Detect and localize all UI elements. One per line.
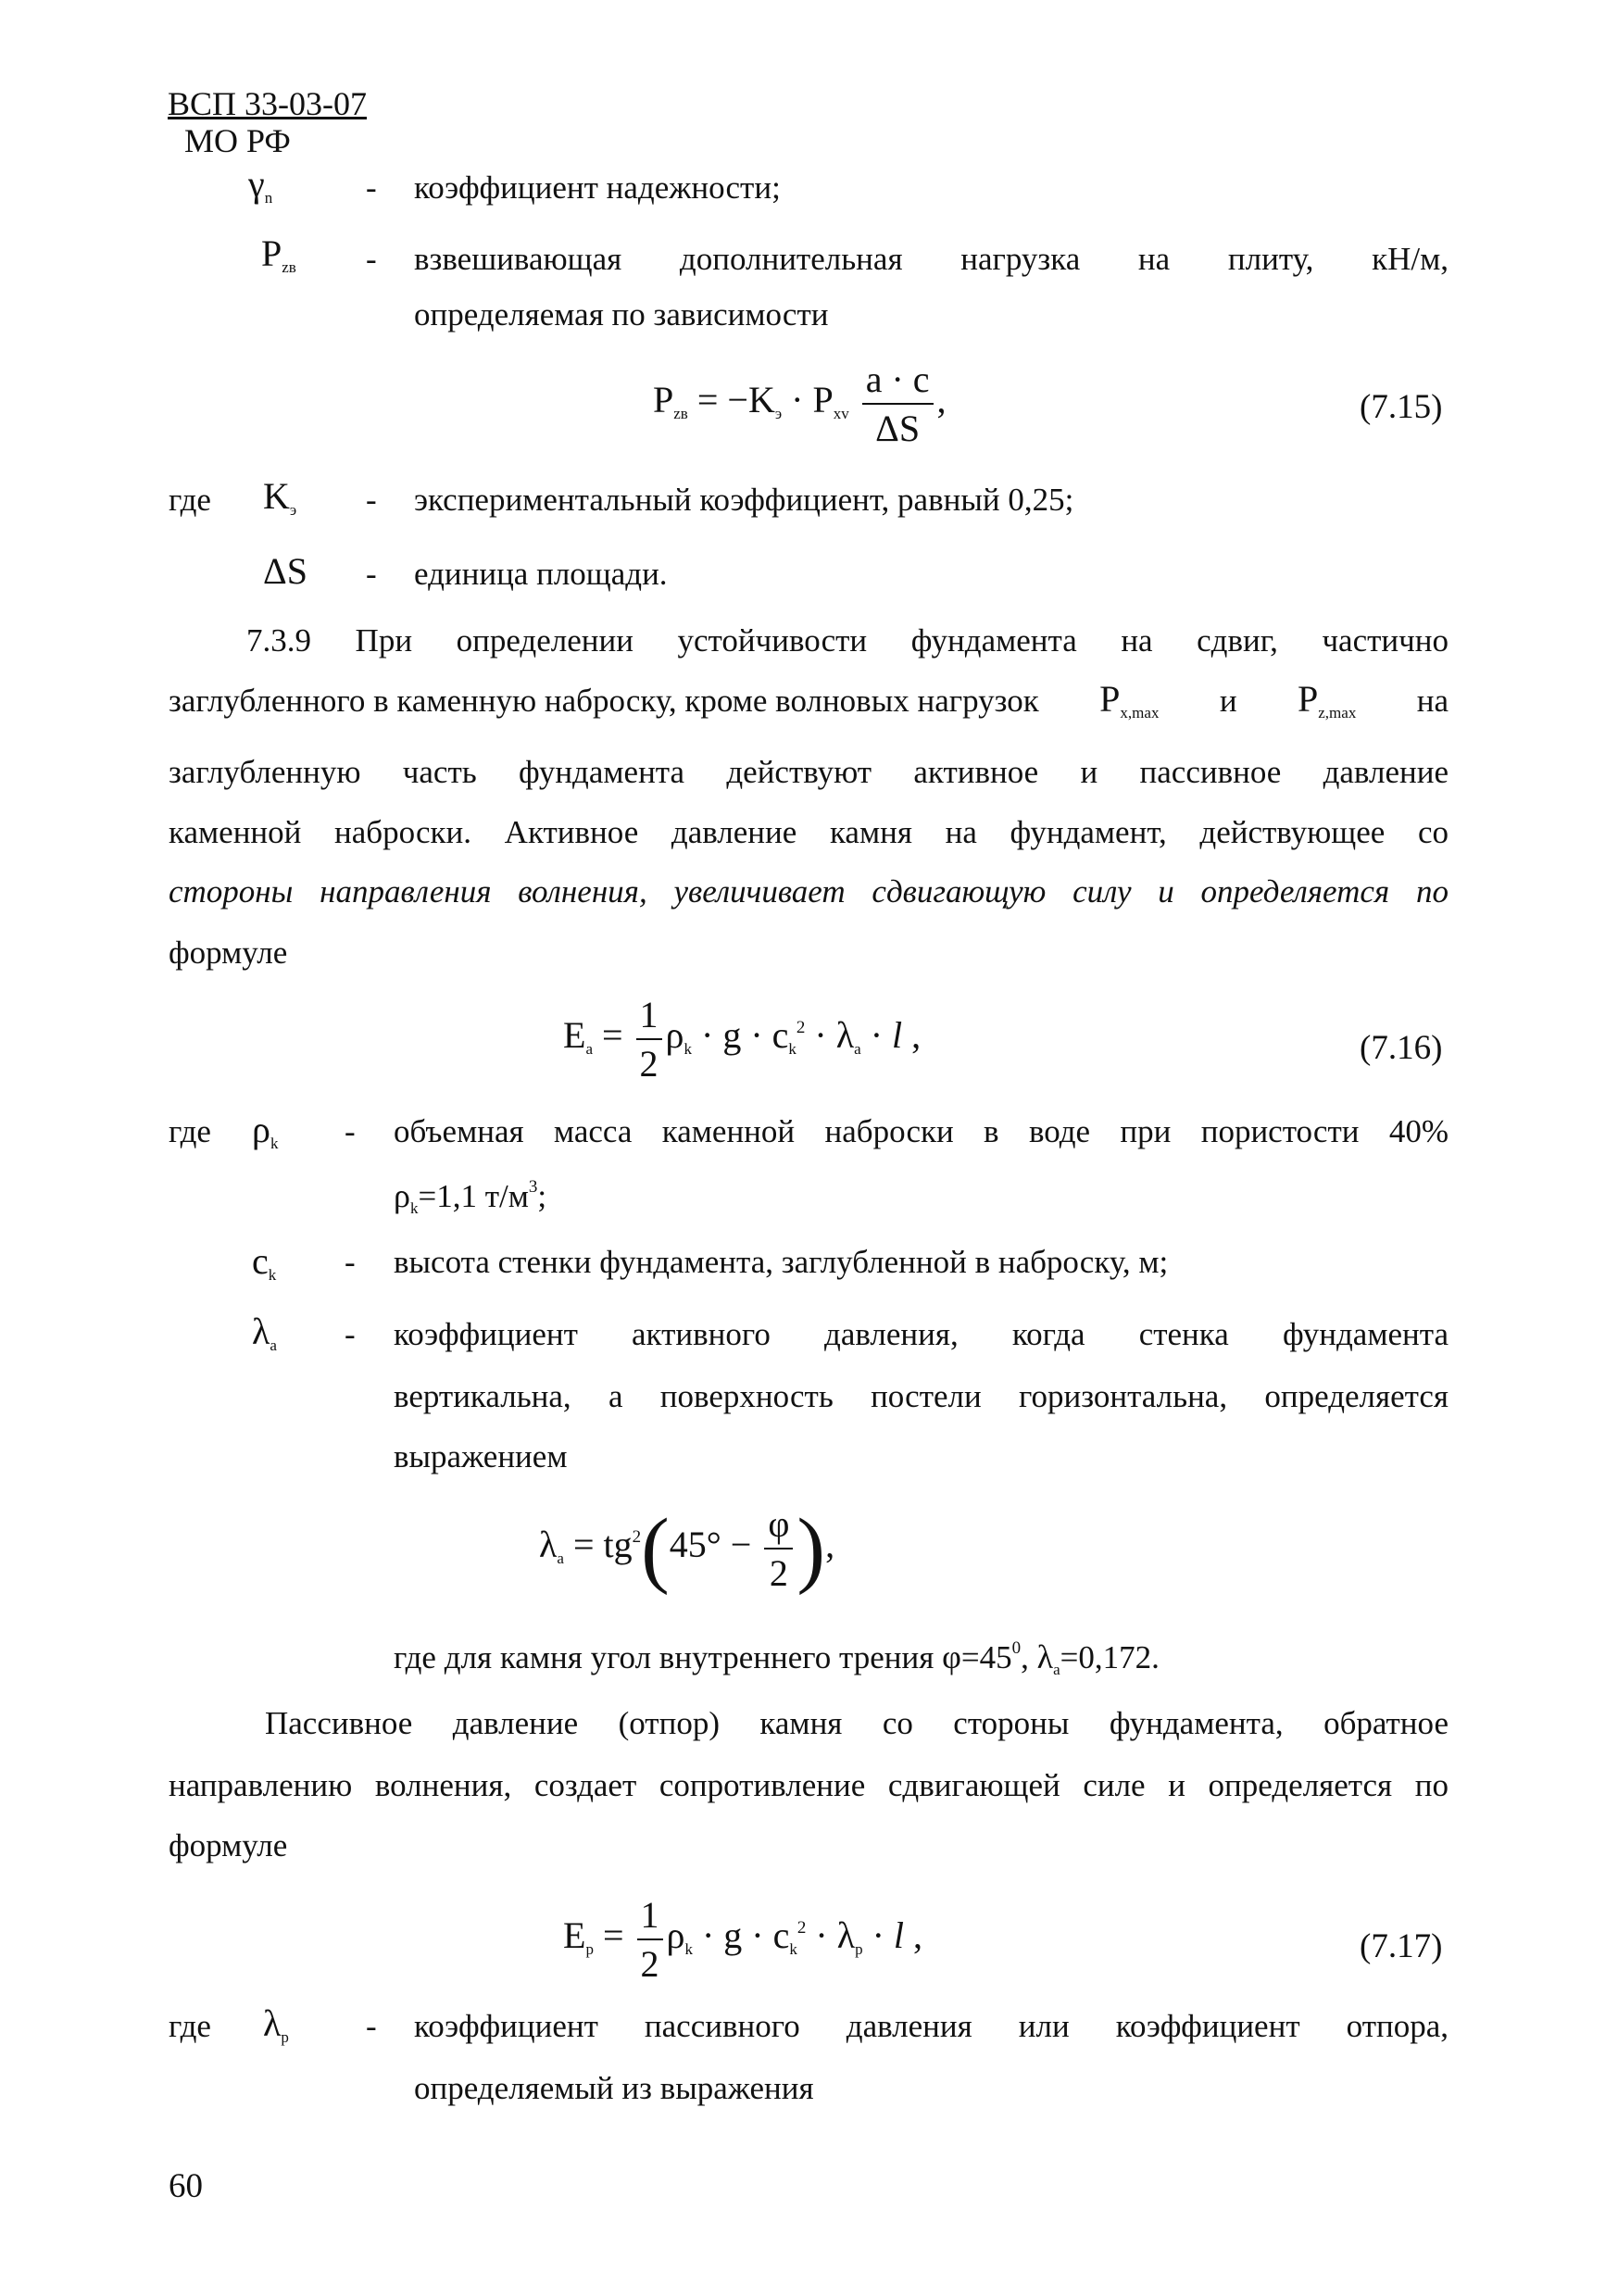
rho-k-value: $\rho_k=1,1$ $т/м^3$;	[394, 1177, 547, 1217]
passive-line3: формуле	[169, 1827, 288, 1863]
p-x-max-symbol: $P_{x,max}$	[1099, 678, 1160, 721]
equation-7-15-number: (7.15)	[1360, 388, 1443, 426]
equation-7-15: $P_{zв} = -K_э \cdot P_{xv}$ $\frac{a \cdot c}{\Delta S}$ ,	[653, 358, 947, 449]
rho-k-value-text: =1,1 т/м	[418, 1178, 529, 1214]
k-e-symbol: $K_э$	[263, 475, 297, 519]
equation-7-17-number: (7.17)	[1360, 1927, 1443, 1965]
doc-code: ВСП 33-03-07	[168, 85, 367, 122]
para-739-line4: каменной наброски. Активное давление камня на фундамент, действующее со	[169, 814, 1449, 850]
lambda-a-dash: -	[345, 1316, 356, 1352]
phi-note: где для камня угол внутреннего трения $\varphi=45^0$, $\lambda_a=0,172$.	[394, 1638, 1160, 1678]
equation-lambda-a: $\lambda_a = tg^2(45^\circ$ − $\frac{\varphi}{2}$ ),	[539, 1500, 835, 1596]
where-label-715: где	[169, 482, 211, 518]
p-zv-dash: -	[366, 241, 377, 277]
gamma-n-text: коэффициент надежности;	[414, 169, 781, 206]
delta-s-dash: -	[366, 556, 377, 592]
para-739-line5: стороны направления волнения, увеличивает сдвигающую силу и определяется по	[169, 873, 1449, 910]
doc-org: МО РФ	[184, 122, 291, 159]
p-zv-text-line1: взвешивающая дополнительная нагрузка на плиту, кН/м,	[414, 241, 1449, 277]
lambda-p-line1: коэффициент пассивного давления или коэффициент отпора,	[414, 2008, 1449, 2044]
where-label-717: где	[169, 2008, 211, 2044]
equation-7-17: $E_p$ = $\frac{1}{2}$ $\rho_k \cdot g \cdot c_k^2 \cdot \lambda_p \cdot l$ ,	[563, 1894, 923, 1985]
phi-note-text4: =0,172.	[1060, 1639, 1160, 1675]
para-739-line1: 7.3.9 При определении устойчивости фундамента на сдвиг, частично	[246, 622, 1449, 659]
phi-note-text2: =45	[960, 1639, 1012, 1675]
delta-s-text: единица площади.	[414, 556, 668, 592]
rho-k-dash: -	[345, 1113, 356, 1149]
lambda-p-line2: определяемый из выражения	[414, 2070, 814, 2106]
para-739-line3: заглубленную часть фундамента действуют активное и пассивное давление	[169, 754, 1449, 790]
lambda-a-line1: коэффициент активного давления, когда стенка фундамента	[394, 1316, 1449, 1352]
passive-line2: направлению волнения, создает сопротивление сдвигающей силе и определяется по	[169, 1767, 1449, 1803]
equation-7-16: $E_a$ = $\frac{1}{2}$ $\rho_k \cdot g \cdot c_k^2 \cdot \lambda_a \cdot l$ ,	[563, 994, 922, 1085]
k-e-dash: -	[366, 482, 377, 518]
rho-k-value-end: ;	[537, 1178, 547, 1214]
p-z-max-symbol: $P_{z,max}$	[1298, 678, 1357, 721]
page-number: 60	[169, 2167, 203, 2205]
gamma-n-symbol: $\gamma_n$	[248, 163, 273, 207]
c-k-symbol: $c_k$	[252, 1240, 277, 1284]
phi-note-text1: где для камня угол внутреннего трения	[394, 1639, 934, 1675]
where-label-716: где	[169, 1113, 211, 1149]
p-zv-symbol: $P_{zв}$	[261, 232, 296, 276]
rho-k-text: объемная масса каменной наброски в воде при пористости 40%	[394, 1113, 1449, 1149]
para-739-line6: формуле	[169, 935, 288, 971]
rho-k-symbol: $\rho_k$	[252, 1109, 279, 1152]
lambda-p-dash: -	[366, 2008, 377, 2044]
equation-7-16-number: (7.16)	[1360, 1029, 1443, 1067]
c-k-dash: -	[345, 1244, 356, 1280]
para-739-line2-and: и	[1219, 683, 1237, 719]
lambda-p-symbol: $\lambda_p$	[263, 2002, 289, 2046]
p-zv-text-line2: определяемая по зависимости	[414, 296, 829, 332]
lambda-a-line3: выражением	[394, 1438, 568, 1474]
para-739-line2	[169, 678, 1449, 721]
passive-line1: Пассивное давление (отпор) камня со стороны фундамента, обратное	[265, 1705, 1449, 1741]
lambda-a-line2: вертикальна, а поверхность постели горизонтальна, определяется	[394, 1378, 1449, 1414]
phi-note-text3: ,	[1021, 1639, 1029, 1675]
gamma-n-dash: -	[366, 169, 377, 206]
para-739-line2-on: на	[1416, 683, 1449, 719]
c-k-text: высота стенки фундамента, заглубленной в наброску, м;	[394, 1244, 1169, 1280]
para-739-line2-text: заглубленного в каменную наброску, кроме волновых нагрузок	[169, 683, 1039, 719]
delta-s-symbol: ΔS	[263, 550, 307, 592]
lambda-a-symbol: $\lambda_a$	[252, 1311, 277, 1354]
k-e-text: экспериментальный коэффициент, равный 0,25;	[414, 482, 1074, 518]
